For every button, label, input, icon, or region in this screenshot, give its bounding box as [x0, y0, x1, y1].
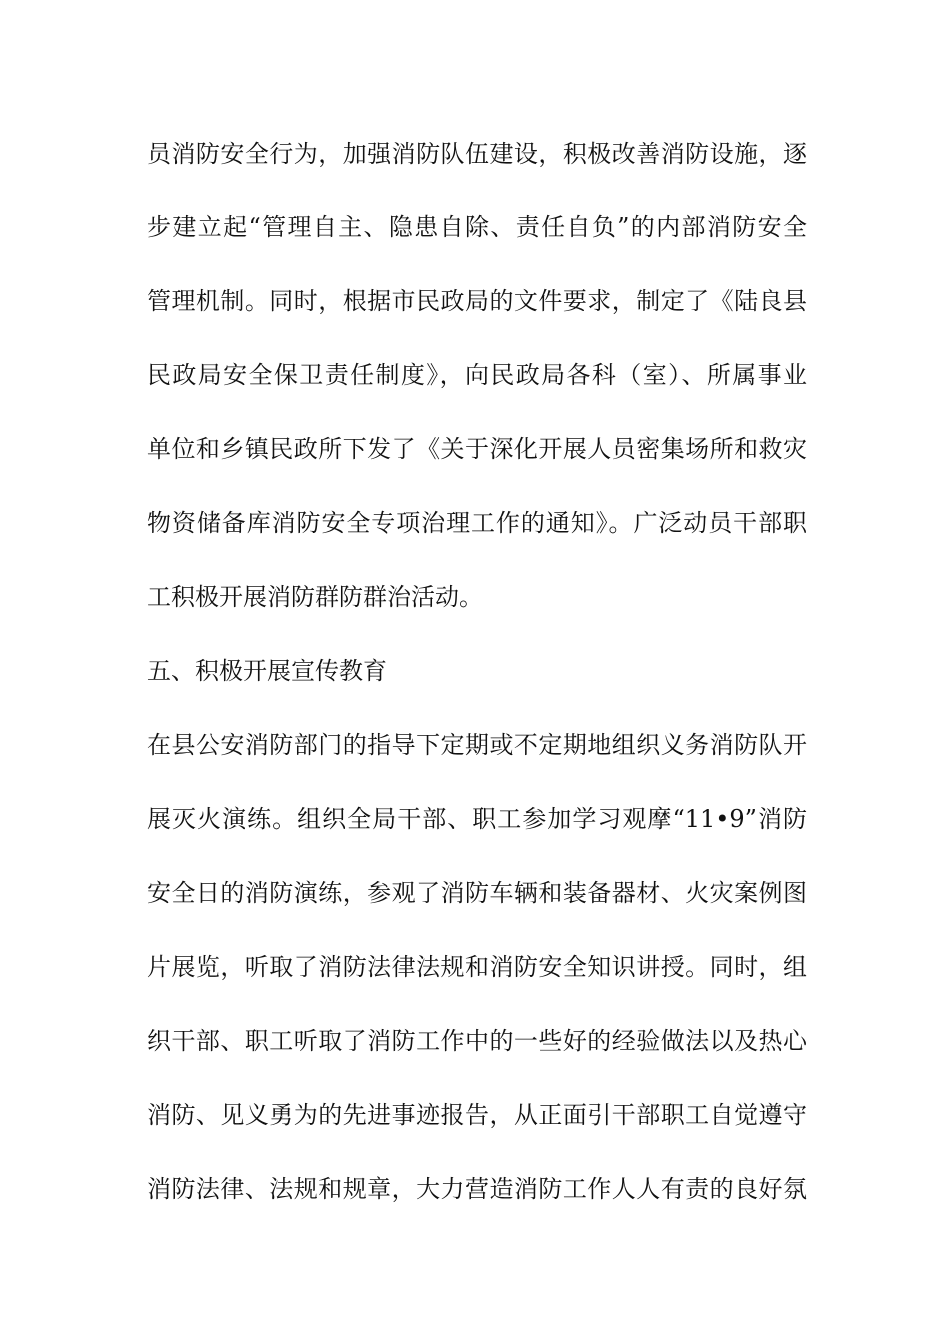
paragraph-last-line: 工积极开展消防群防群治活动。 [147, 583, 483, 611]
paragraph-line: 消防法律、法规和规章，大力营造消防工作人人有责的良好氛 [147, 1175, 807, 1203]
paragraph-line: 民政局安全保卫责任制度》，向民政局各科（室）、所属事业 [147, 361, 807, 389]
section-heading: 五、积极开展宣传教育 [147, 657, 387, 685]
paragraph-line: 步建立起“管理自主、隐患自除、责任自负”的内部消防安全 [147, 213, 807, 241]
paragraph-line: 展灭火演练。组织全局干部、职工参加学习观摩“11•9”消防 [147, 805, 807, 833]
paragraph-line: 单位和乡镇民政所下发了《关于深化开展人员密集场所和救灾 [147, 435, 807, 463]
paragraph-line: 消防、见义勇为的先进事迹报告，从正面引干部职工自觉遵守 [147, 1101, 807, 1129]
paragraph-line: 员消防安全行为，加强消防队伍建设，积极改善消防设施，逐 [147, 140, 807, 168]
paragraph-line: 安全日的消防演练，参观了消防车辆和装备器材、火灾案例图 [147, 879, 807, 907]
paragraph-line: 物资储备库消防安全专项治理工作的通知》。广泛动员干部职 [147, 509, 807, 537]
paragraph-line: 管理机制。同时，根据市民政局的文件要求，制定了《陆良县 [147, 287, 807, 315]
paragraph-line: 织干部、职工听取了消防工作中的一些好的经验做法以及热心 [147, 1027, 807, 1055]
paragraph-line: 片展览，听取了消防法律法规和消防安全知识讲授。同时，组 [147, 953, 807, 981]
paragraph-line: 在县公安消防部门的指导下定期或不定期地组织义务消防队开 [147, 731, 807, 759]
